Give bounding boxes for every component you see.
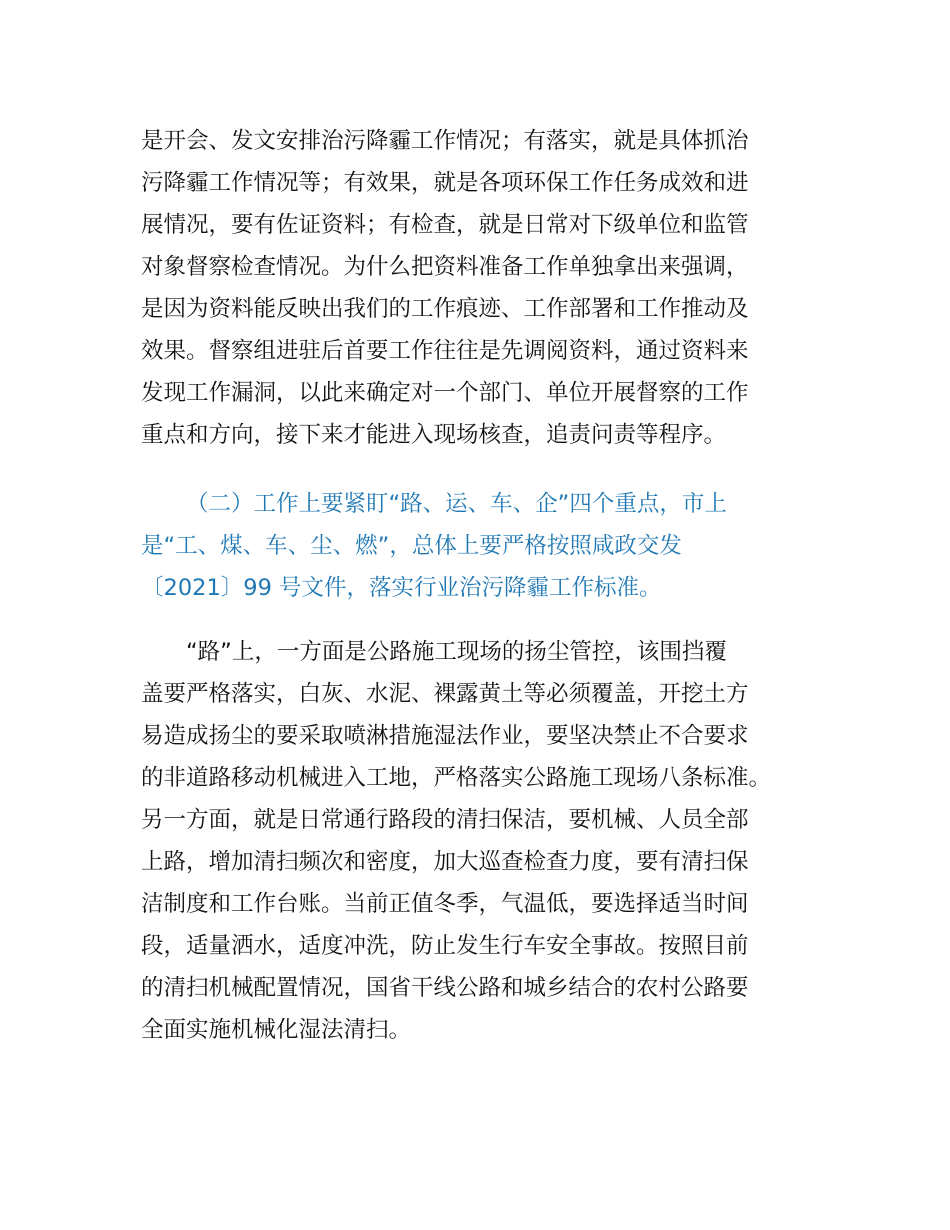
text-line: 对象督察检查情况。为什么把资料准备工作单独拿出来强调， <box>141 254 749 280</box>
text-line: 的清扫机械配置情况，国省干线公路和城乡结合的农村公路要 <box>141 975 749 1001</box>
text-line: 效果。督察组进驻后首要工作往往是先调阅资料，通过资料来 <box>141 338 749 364</box>
text-line: 的非道路移动机械进入工地，严格落实公路施工现场八条标准。 <box>141 765 772 791</box>
text-line: 全面实施机械化湿法清扫。 <box>141 1017 412 1043</box>
text-line: 另一方面，就是日常通行路段的清扫保洁，要机械、人员全部 <box>141 807 749 833</box>
section-heading <box>141 483 821 609</box>
heading-line: 是“工、煤、车、尘、燃”，总体上要严格按照咸政交发 <box>141 533 682 559</box>
text-line: 发现工作漏洞，以此来确定对一个部门、单位开展督察的工作 <box>141 380 749 406</box>
heading-line: （二）工作上要紧盯“路、运、车、企”四个重点，市上 <box>186 491 727 517</box>
text-line: 污降霾工作情况等；有效果，就是各项环保工作任务成效和进 <box>141 170 749 196</box>
paragraph-road <box>141 631 821 1051</box>
text-line: 是开会、发文安排治污降霾工作情况；有落实，就是具体抓治 <box>141 128 749 154</box>
text-line: 展情况，要有佐证资料；有检查，就是日常对下级单位和监管 <box>141 212 749 238</box>
text-line: 盖要严格落实，白灰、水泥、裸露黄土等必须覆盖，开挖土方 <box>141 681 749 707</box>
text-line: 洁制度和工作台账。当前正值冬季，气温低，要选择适当时间 <box>141 891 749 917</box>
text-line: 上路，增加清扫频次和密度，加大巡查检查力度，要有清扫保 <box>141 849 749 875</box>
text-line: “路”上，一方面是公路施工现场的扬尘管控，该围挡覆 <box>186 639 727 665</box>
heading-line: 〔2021〕99 号文件，落实行业治污降霾工作标准。 <box>141 575 662 601</box>
text-line: 是因为资料能反映出我们的工作痕迹、工作部署和工作推动及 <box>141 296 749 322</box>
text-line: 段，适量洒水，适度冲洗，防止发生行车安全事故。按照目前 <box>141 933 749 959</box>
text-line: 易造成扬尘的要采取喷淋措施湿法作业，要坚决禁止不合要求 <box>141 723 749 749</box>
text-line: 重点和方向，接下来才能进入现场核查，追责问责等程序。 <box>141 422 727 448</box>
paragraph-materials <box>141 120 821 456</box>
